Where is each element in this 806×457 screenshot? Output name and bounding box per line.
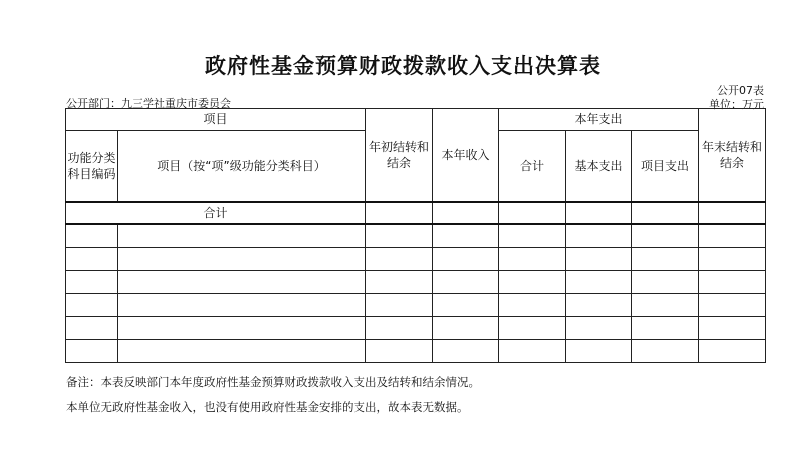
table-cell bbox=[118, 271, 366, 294]
table-cell bbox=[66, 271, 118, 294]
table-cell bbox=[699, 340, 766, 363]
table-cell bbox=[499, 340, 566, 363]
total-row bbox=[66, 202, 766, 224]
note-remark: 备注：本表反映部门本年度政府性基金预算财政拨款收入支出及结转和结余情况。 bbox=[66, 375, 480, 389]
table-cell bbox=[366, 317, 433, 340]
table-cell bbox=[699, 317, 766, 340]
table-cell bbox=[366, 202, 433, 224]
header-exp-basic: 基本支出 bbox=[566, 131, 632, 203]
table-cell bbox=[632, 224, 699, 248]
table-cell bbox=[66, 294, 118, 317]
table-cell bbox=[366, 271, 433, 294]
table-cell bbox=[433, 317, 499, 340]
table-cell bbox=[433, 248, 499, 271]
table-cell bbox=[566, 202, 632, 224]
table-cell bbox=[433, 202, 499, 224]
table-cell bbox=[118, 224, 366, 248]
table-cell bbox=[632, 202, 699, 224]
unit-label: 单位：万元 bbox=[709, 98, 764, 111]
table-row bbox=[66, 271, 766, 294]
table-row bbox=[66, 317, 766, 340]
table-cell bbox=[366, 248, 433, 271]
table-cell bbox=[366, 294, 433, 317]
table-cell bbox=[66, 340, 118, 363]
table-cell bbox=[118, 248, 366, 271]
table-cell bbox=[433, 271, 499, 294]
table-cell bbox=[118, 317, 366, 340]
table-cell bbox=[499, 202, 566, 224]
table-cell bbox=[566, 248, 632, 271]
table-row bbox=[66, 248, 766, 271]
form-number: 公开07表 bbox=[717, 84, 764, 97]
header-project: 项目 bbox=[66, 109, 366, 131]
table-cell bbox=[566, 340, 632, 363]
header-expenditure: 本年支出 bbox=[499, 109, 699, 131]
table-row bbox=[66, 340, 766, 363]
header-exp-total: 合计 bbox=[499, 131, 566, 203]
table-cell bbox=[699, 248, 766, 271]
header-name: 项目（按“项”级功能分类科目） bbox=[118, 131, 366, 203]
table-cell bbox=[699, 224, 766, 248]
table-cell bbox=[66, 224, 118, 248]
note-no-data: 本单位无政府性基金收入，也没有使用政府性基金安排的支出，故本表无数据。 bbox=[66, 400, 469, 414]
notes bbox=[66, 370, 480, 420]
header-code: 功能分类科目编码 bbox=[66, 131, 118, 203]
table-cell bbox=[699, 271, 766, 294]
table-cell bbox=[632, 294, 699, 317]
table-cell bbox=[632, 248, 699, 271]
table-cell bbox=[632, 271, 699, 294]
table-cell bbox=[433, 294, 499, 317]
table-cell bbox=[66, 317, 118, 340]
table-cell bbox=[499, 317, 566, 340]
page-title: 政府性基金预算财政拨款收入支出决算表 bbox=[205, 53, 601, 78]
table-cell bbox=[118, 294, 366, 317]
table-cell bbox=[566, 317, 632, 340]
table-cell bbox=[433, 224, 499, 248]
table-cell bbox=[366, 224, 433, 248]
header-opening-balance: 年初结转和结余 bbox=[366, 109, 433, 203]
table-cell bbox=[499, 224, 566, 248]
header-income: 本年收入 bbox=[433, 109, 499, 203]
table-cell bbox=[699, 202, 766, 224]
table-cell bbox=[499, 248, 566, 271]
table-cell bbox=[566, 224, 632, 248]
table-row bbox=[66, 224, 766, 248]
table-cell bbox=[632, 317, 699, 340]
table-row bbox=[66, 294, 766, 317]
table-cell bbox=[632, 340, 699, 363]
table-cell bbox=[433, 340, 499, 363]
table-cell bbox=[499, 294, 566, 317]
header-exp-project: 项目支出 bbox=[632, 131, 699, 203]
budget-table bbox=[65, 108, 766, 363]
table-cell bbox=[499, 271, 566, 294]
total-label: 合计 bbox=[66, 202, 366, 224]
table-cell bbox=[366, 340, 433, 363]
header-closing-balance: 年末结转和结余 bbox=[699, 109, 766, 203]
table-cell bbox=[118, 340, 366, 363]
table-cell bbox=[566, 271, 632, 294]
department-label: 公开部门：九三学社重庆市委员会 bbox=[66, 97, 231, 110]
table-cell bbox=[566, 294, 632, 317]
table-cell bbox=[699, 294, 766, 317]
table-cell bbox=[66, 248, 118, 271]
